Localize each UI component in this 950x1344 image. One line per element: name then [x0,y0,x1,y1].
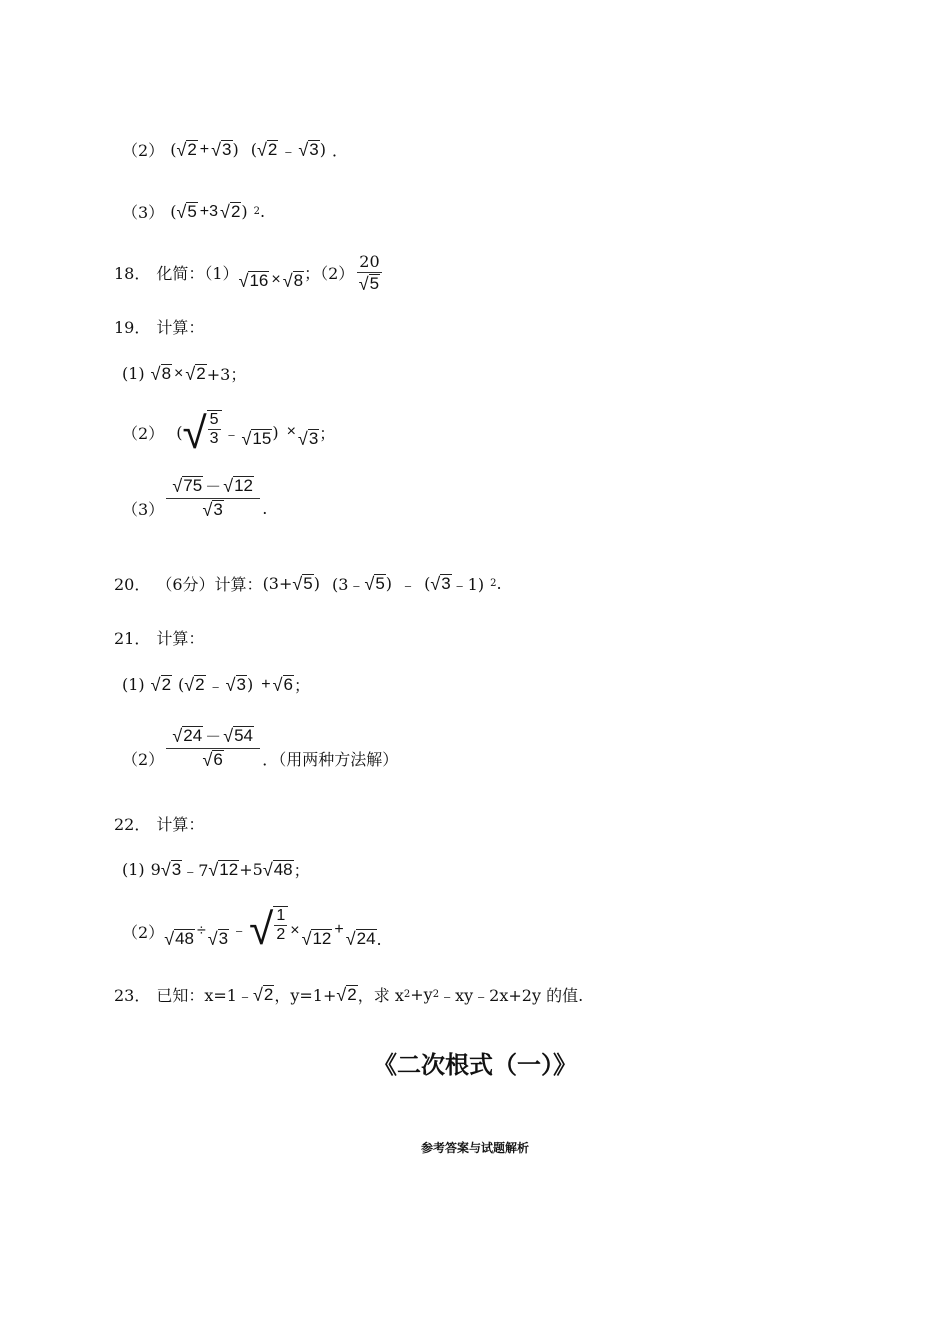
sqrt-5: √ 5 [364,574,385,595]
sqrt-48: √ 48 [164,928,194,949]
problem-21-2: （2） √ 24 － √ 54 √ 6 ．（用两种方法解） [122,720,398,772]
sqrt-5: √ 5 [176,202,197,223]
sqrt-8: √ 8 [282,270,304,291]
problem-23: 23． 已知：x=1﹣ √ 2 ，y=1+ √ 2 ，求 x 2 +y 2 ﹣xy﹣2x+2y 的值. [114,985,584,1006]
fraction-75-12-over-3: √ 75 － √ 12 √ 3 [167,474,259,519]
sqrt-16: √ 16 [238,270,269,291]
sqrt-5: √ 5 [292,574,313,595]
problem-18: 18． 化简：（1） √ 16 × √ 8 ；（2） 20 √ 5 [114,251,380,294]
sqrt-3: √ 3 [298,140,319,161]
section-title: 《二次根式（一）》 [373,1050,577,1079]
sqrt-2: √ 2 [220,202,241,223]
problem-19-2: （2） ( √ $\frac{5}{3}$ ﹣ √ 15 ) × √ 3 ； [122,409,336,458]
problem-19: 19． 计算： [114,318,205,337]
sqrt-3: √ 3 [211,140,232,161]
sqrt-3: √ 3 [160,860,182,881]
problem-19-3: （3） √ 75 － √ 12 √ 3 . [122,470,267,522]
sqrt-2: √ 2 [185,364,206,385]
sqrt-2: √ 2 [176,140,197,161]
sqrt-3: √ 3 [297,428,319,449]
problem-22-1: (1) 9 √ 3 ﹣7 √ 12 +5 √ 48 ； [122,860,310,881]
sqrt-2: √ 2 [336,985,357,1006]
sqrt-2: √ 2 [150,675,172,696]
sqrt-6: √ 6 [272,675,293,696]
fraction-24-54-over-6: √ 24 － √ 54 √ 6 [167,724,259,769]
sqrt-2: √ 2 [253,985,274,1006]
sqrt-2: √ 2 [257,140,278,161]
sqrt-24: √ 24 [345,928,376,949]
sqrt-48: √ 48 [262,860,293,881]
sqrt-12: √ 12 [208,860,239,881]
sqrt-2: √ 2 [184,675,205,696]
sqrt-3: √ 3 [225,675,247,696]
sqrt-3: √ 3 [430,574,451,595]
problem-22-2: （2） √ 48 ÷ √ 3 ﹣ √ $\frac{1}{2}$ × √ 12 + √ 24 . [122,905,382,954]
fraction-20-over-sqrt5: 20 √ 5 [358,251,380,294]
problem-17-2: （2） ( √ 2 + √ 3 ) ( √ 2 ﹣ √ 3 ) ． [122,140,348,161]
problem-17-3: （3） ( √ 5 +3 √ 2 ) 2 . [122,202,266,223]
problem-21-1: (1) √ 2 ( √ 2 ﹣ √ 3 ) + √ 6 ； [122,675,310,696]
sqrt-3: √ 3 [207,928,229,949]
problem-20: 20． （6分）计算： (3+ √ 5 ) (3﹣ √ 5 ) ﹣ ( √ 3 ﹣1) 2 . [114,574,502,595]
problem-21: 21． 计算： [114,629,205,648]
sqrt-12: √ 12 [301,928,332,949]
problem-22: 22． 计算： [114,815,205,834]
item-label: （2） [122,141,165,160]
sqrt-15: √ 15 [241,428,272,449]
section-subtitle: 参考答案与试题解析 [420,1141,529,1155]
problem-19-1: (1) √ 8 × √ 2 +3； [122,364,247,385]
sqrt-8: √ 8 [150,364,172,385]
sqrt-1-over-2: √ $\frac{1}{2}$ [249,906,288,950]
sqrt-5-over-3: √ $\frac{5}{3}$ [182,410,221,454]
